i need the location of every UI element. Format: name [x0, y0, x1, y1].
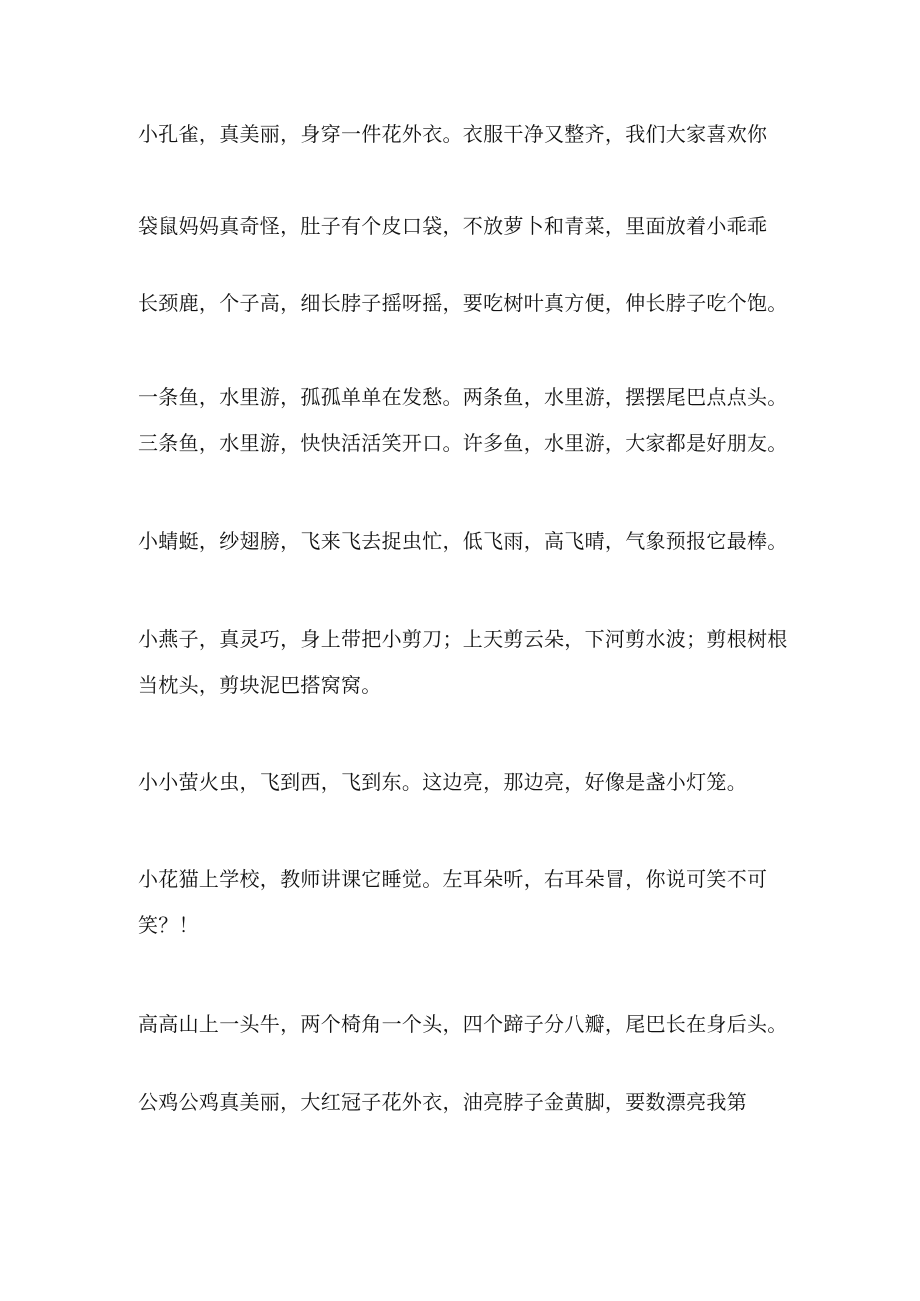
text-line: 小蜻蜓，纱翅膀，飞来飞去捉虫忙，低飞雨，高飞晴，气象预报它最棒。 — [138, 529, 788, 553]
text-line: 长颈鹿，个子高，细长脖子摇呀摇，要吃树叶真方便，伸长脖子吃个饱。 — [138, 291, 788, 315]
text-line: 小小萤火虫，飞到西，飞到东。这边亮，那边亮，好像是盏小灯笼。 — [138, 770, 747, 794]
text-line: 笑？！ — [138, 913, 199, 937]
text-line: 小燕子，真灵巧，身上带把小剪刀；上天剪云朵，下河剪水波；剪根树根 — [138, 627, 788, 651]
text-line: 袋鼠妈妈真奇怪，肚子有个皮口袋，不放萝卜和青菜，里面放着小乖乖 — [138, 214, 768, 238]
text-line: 小花猫上学校，教师讲课它睡觉。左耳朵听，右耳朵冒，你说可笑不可 — [138, 867, 768, 891]
text-line: 小孔雀，真美丽，身穿一件花外衣。衣服干净又整齐，我们大家喜欢你 — [138, 122, 768, 146]
text-line: 公鸡公鸡真美丽，大红冠子花外衣，油亮脖子金黄脚，要数漂亮我第 — [138, 1090, 747, 1114]
text-line: 三条鱼，水里游，快快活活笑开口。许多鱼，水里游，大家都是好朋友。 — [138, 431, 788, 455]
text-line: 一条鱼，水里游，孤孤单单在发愁。两条鱼，水里游，摆摆尾巴点点头。 — [138, 385, 788, 409]
text-line: 高高山上一头牛，两个椅角一个头，四个蹄子分八瓣，尾巴长在身后头。 — [138, 1012, 788, 1036]
text-line: 当枕头，剪块泥巴搭窝窝。 — [138, 673, 382, 697]
